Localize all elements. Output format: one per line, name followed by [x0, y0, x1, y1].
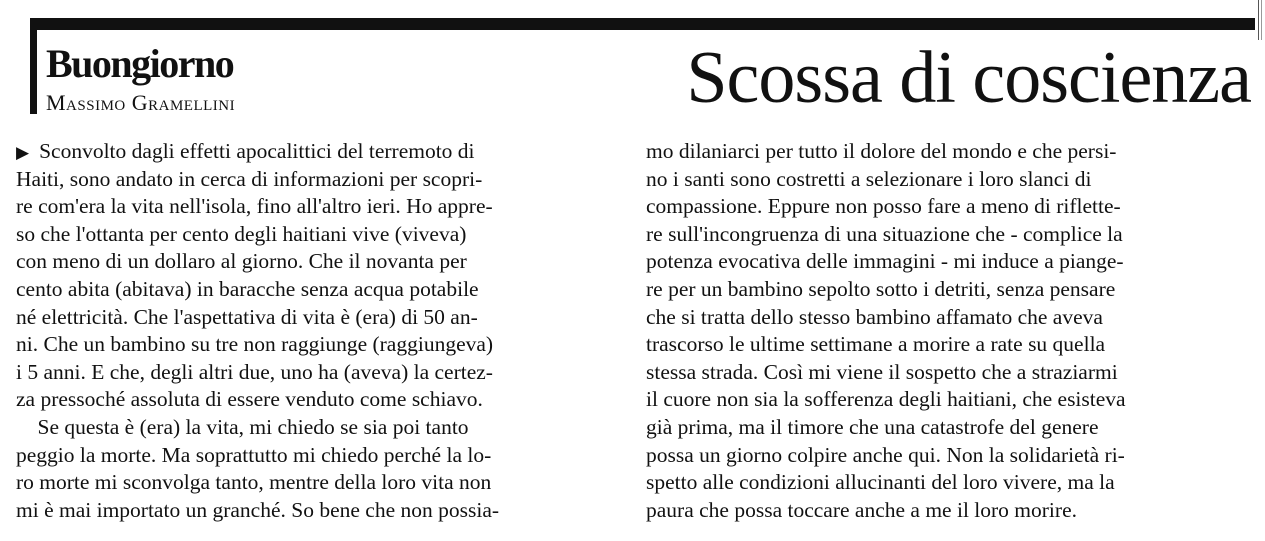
article-line: paura che possa toccare anche a me il loro morire. [646, 497, 1077, 522]
article-line: possa un giorno colpire anche qui. Non la solidarietà ri- [646, 442, 1125, 467]
article-line: né elettricità. Che l'aspettativa di vita è (era) di 50 an- [16, 304, 478, 329]
article-line: peggio la morte. Ma soprattutto mi chiedo perché la lo- [16, 442, 492, 467]
article-line: re sull'incongruenza di una situazione che - complice la [646, 221, 1123, 246]
article-line: ro morte mi sconvolga tanto, mentre della loro vita non [16, 470, 492, 495]
article-line: già prima, ma il timore che una catastrofe del genere [646, 414, 1099, 439]
article-line: ni. Che un bambino su tre non raggiunge (raggiungeva) [16, 332, 494, 357]
author-byline: Massimo Gramellini [46, 90, 236, 115]
article-headline: Scossa di coscienza [686, 37, 1251, 119]
article-line: mo dilaniarci per tutto il dolore del mondo e che persi- [646, 139, 1117, 163]
article-line: che si tratta dello stesso bambino affamato che aveva [646, 304, 1103, 329]
article-line: trascorso le ultime settimane a morire a rate su quella [646, 332, 1106, 357]
article-line: so che l'ottanta per cento degli haitiani vive (viveva) [16, 221, 467, 246]
article-line: spetto alle condizioni allucinanti del loro vivere, ma la [646, 470, 1115, 495]
article-line: Se questa è (era) la vita, mi chiedo se sia poi tanto [16, 414, 469, 439]
article-line: za pressoché assoluta di essere venduto come schiavo. [16, 387, 483, 412]
column-name: Buongiorno [46, 41, 234, 86]
article-line: i 5 anni. E che, degli altri due, uno ha (aveva) la certez- [16, 359, 493, 384]
masthead-left-rule [30, 30, 37, 114]
article-line: no i santi sono costretti a selezionare i loro slanci di [646, 166, 1092, 191]
play-triangle-icon: ▶ [16, 143, 30, 162]
article-line: ▶ Sconvolto dagli effetti apocalittici del terremoto di [16, 139, 475, 163]
article-column-right [646, 138, 1236, 524]
article-line: re com'era la vita nell'isola, fino all'altro ieri. Ho appre- [16, 194, 493, 219]
article-line: compassione. Eppure non posso fare a meno di riflette- [646, 194, 1121, 219]
page-edge-marks [1258, 0, 1262, 40]
article-line: con meno di un dollaro al giorno. Che il novanta per [16, 249, 467, 274]
article-line: potenza evocativa delle immagini - mi induce a piange- [646, 249, 1124, 274]
article-line: cento abita (abitava) in baracche senza acqua potabile [16, 276, 479, 301]
masthead-top-rule [30, 18, 1255, 30]
article-line: mi è mai importato un granché. So bene che non possia- [16, 497, 500, 522]
article-line: Haiti, sono andato in cerca di informazioni per scopri- [16, 166, 483, 191]
article-line: il cuore non sia la sofferenza degli haitiani, che esisteva [646, 387, 1126, 412]
article-line: re per un bambino sepolto sotto i detriti, senza pensare [646, 276, 1116, 301]
article-column-left [16, 138, 606, 524]
article-line: stessa strada. Così mi viene il sospetto che a straziarmi [646, 359, 1118, 384]
